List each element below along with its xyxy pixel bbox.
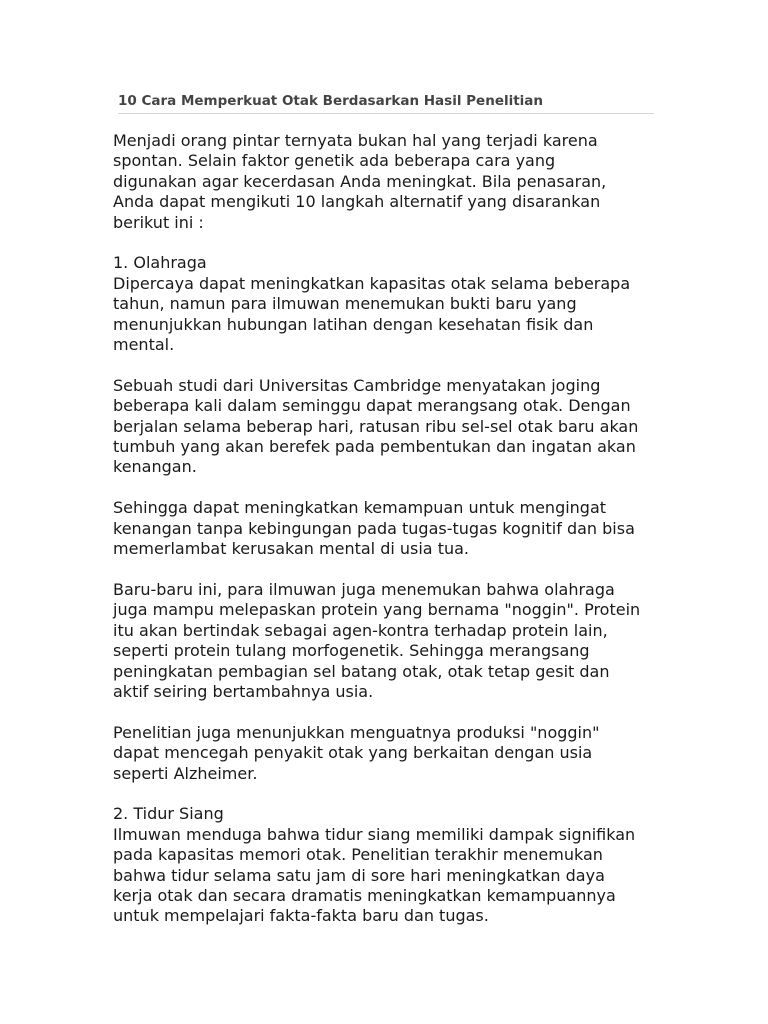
paragraph-alzheimer: Penelitian juga menunjukkan menguatnya produksi "noggin" dapat mencegah penyakit otak yang berkaitan dengan usia seperti Alzheimer.: [113, 722, 600, 783]
paragraph-noggin-protein: Baru-baru ini, para ilmuwan juga menemukan bahwa olahraga juga mampu melepaskan protein yang bernama "noggin". Protein itu akan bertindak sebagai agen-kontra terhadap protein lain, seperti protein tulang morfogenetik. Sehingga merangsang peningkatan pembagian sel batang otak, otak tetap gesit dan aktif seiring bertambahnya usia.: [113, 579, 641, 701]
section-body-tidur-siang: Ilmuwan menduga bahwa tidur siang memiliki dampak signifikan pada kapasitas memori otak. Penelitian terakhir menemukan bahwa tidur selama satu jam di sore hari meningkatkan daya kerja otak dan secara dramatis meningkatkan kemampuannya untuk mempelajari fakta-fakta baru dan tugas.: [113, 824, 636, 926]
document-body: [113, 131, 658, 947]
paragraph-cambridge-study: Sebuah studi dari Universitas Cambridge menyatakan joging beberapa kali dalam seminggu dapat merangsang otak. Dengan berjalan selama beberap hari, ratusan ribu sel-sel otak baru akan tumbuh yang akan berefek pada pembentukan dan ingatan akan kenangan.: [113, 375, 639, 477]
section-heading-olahraga: 1. Olahraga: [113, 253, 207, 273]
section-heading-tidur-siang: 2. Tidur Siang: [113, 804, 224, 824]
paragraph-memory-improvement: Sehingga dapat meningkatkan kemampuan untuk mengingat kenangan tanpa kebingungan pada tugas-tugas kognitif dan bisa memerlambat kerusakan mental di usia tua.: [113, 498, 635, 559]
section-body-olahraga: Dipercaya dapat meningkatkan kapasitas otak selama beberapa tahun, namun para ilmuwan menemukan bukti baru yang menunjukkan hubungan latihan dengan kesehatan fisik dan mental.: [113, 273, 631, 355]
document-title: 10 Cara Memperkuat Otak Berdasarkan Hasil Penelitian: [118, 92, 654, 114]
intro-paragraph: Menjadi orang pintar ternyata bukan hal yang terjadi karena spontan. Selain faktor genetik ada beberapa cara yang digunakan agar kecerdasan Anda meningkat. Bila penasaran, Anda dapat mengikuti 10 langkah alternatif yang disarankan berikut ini :: [113, 131, 607, 232]
